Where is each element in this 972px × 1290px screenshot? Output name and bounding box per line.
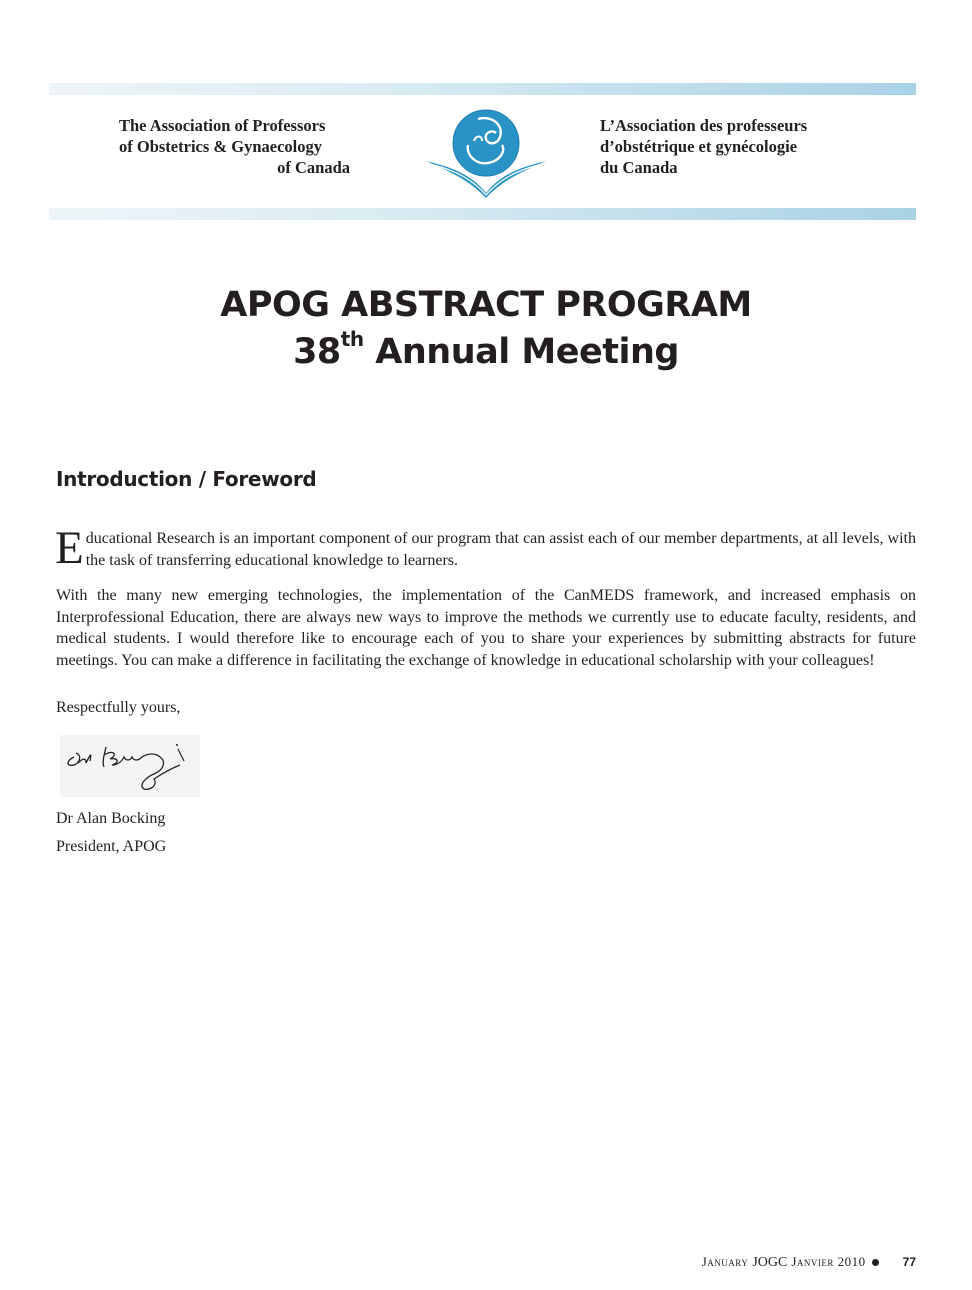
assoc-en-line: of Obstetrics & Gynaecology	[119, 137, 323, 156]
closing-salutation: Respectfully yours,	[56, 699, 181, 716]
title-rest: Annual Meeting	[363, 332, 679, 372]
footer-journal: JOGC	[752, 1255, 788, 1270]
assoc-fr-line: du Canada	[600, 158, 678, 177]
page-title	[0, 282, 972, 376]
intro-paragraph	[55, 522, 916, 574]
signer-title: President, APOG	[56, 838, 167, 855]
intro-paragraph-text: ducational Research is an important component of our program that can assist each of our member departments, at all levels, with the task of transferring educational knowledge to learners.	[85, 530, 916, 569]
association-name-english	[90, 115, 350, 178]
footer-bullet-icon	[872, 1259, 879, 1266]
footer-month-en: January	[701, 1254, 749, 1269]
page-number: 77	[902, 1255, 916, 1269]
title-line-1: APOG ABSTRACT PROGRAM	[220, 285, 752, 325]
title-ordinal: th	[340, 327, 364, 352]
title-number: 38	[293, 332, 341, 372]
apog-logo-icon	[420, 105, 552, 201]
assoc-en-line: The Association of Professors	[119, 116, 326, 135]
signer-name: Dr Alan Bocking	[56, 810, 166, 827]
footer-month-fr-year: Janvier 2010	[791, 1254, 866, 1269]
drop-cap: E	[55, 522, 84, 574]
signature-image	[60, 735, 200, 797]
header-band-bottom	[49, 208, 916, 220]
assoc-fr-line: d’obstétrique et gynécologie	[600, 137, 798, 156]
header-band-top	[49, 83, 916, 95]
assoc-fr-line: L’Association des professeurs	[600, 116, 808, 135]
association-name-french	[600, 115, 900, 178]
page-footer	[702, 1254, 916, 1271]
title-line-2	[0, 329, 972, 376]
assoc-en-line: of Canada	[277, 158, 350, 177]
body-paragraph: With the many new emerging technologies, the implementation of the CanMEDS framework, and increased emphasis on Interprofessional Education, there are always new ways to improve the methods we currently use to educate faculty, residents, and medical students. I would therefore like to encourage each of you to share your experiences by submitting abstracts for future meetings. You can make a difference in facilitating the exchange of knowledge in educational scholarship with your colleagues!	[56, 587, 916, 669]
section-heading: Introduction / Foreword	[56, 467, 317, 491]
